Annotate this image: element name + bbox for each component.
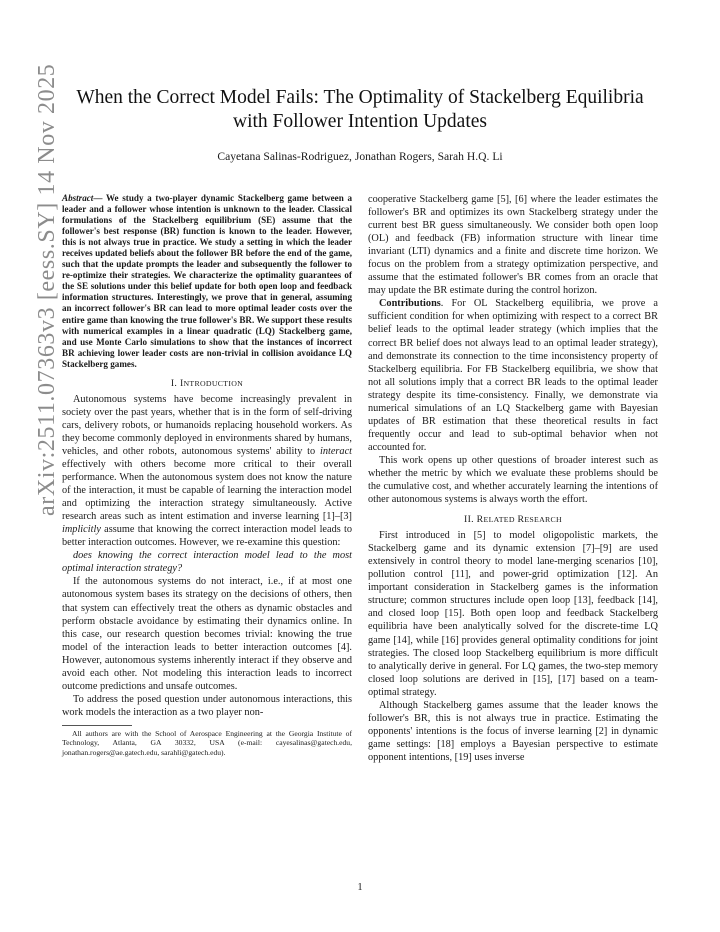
intro-paragraph-2: If the autonomous systems do not interact, i.e., if at most one autonomous system bases its strategy on the decisions of others, then that system can effectively treat the others as dynamic obstacles and perform obstacle avoidance by estimating their dynamics online. In this case, our research question becomes trivial: knowing the true model of the interaction leads to better interaction outcomes [4]. However, autonomous systems inherently interact if they observe and avoid each other. Not modeling this interaction leads to incorrect outcome predictions and unsafe outcomes. <box>62 576 352 692</box>
section-word-rest: NTRODUCTION <box>183 378 244 388</box>
footnote-rule <box>62 725 132 726</box>
intro-p1-emph-interact: interact <box>319 445 352 457</box>
intro-paragraph-3: To address the posed question under autonomous interactions, this work models the interaction as a two player non- <box>62 693 352 718</box>
introduction-body-continued <box>368 193 658 506</box>
section-word-initial: I <box>179 377 184 389</box>
intro-paragraph-3-continued: cooperative Stackelberg game [5], [6] where the leader estimates the follower's BR and optimizes its own Stackelberg strategy under the current best BR guess simultaneously. We consider both open loop (OL) and feedback (FB) information structure with linear time invariant (LTI) dynamics and a finite and discrete time horizon. We focus on the problem from a strategy optimization perspective, and assume that the estimated follower's BR comes from an oracle that may update the BR estimate during the control horizon. <box>368 194 658 297</box>
research-question: does knowing the correct interaction model lead to the most optimal interaction strategy? <box>62 550 352 575</box>
affiliation-footnote: All authors are with the School of Aerospace Engineering at the Georgia Institute of Technology, Atlanta, GA 30332, USA (e-mail: cayesalinas@gatech.edu, jonathan.rogers@ae.gatech.edu, sarahli@gatech.edu). <box>62 728 352 757</box>
section-word-initial: R <box>517 514 525 526</box>
section-heading-introduction <box>62 378 352 389</box>
section-word-initial: R <box>476 514 484 526</box>
related-paragraph-1: First introduced in [5] to model oligopolistic markets, the Stackelberg game and its dynamic extension [7]–[9] are used extensively in control theory to model lane-merging scenarios [10], pollution control [11], and power-grid optimization [12]. An important consideration in Stackelberg games is the information structure; common structures include open loop [13], feedback [14], and closed loop [15]. Both open loop and feedback Stackelberg equilibria have been analytically solved for the discrete-time LQ game [14], while [16] provides general optimality conditions for joint strategies. The closed loop Stackelberg equilibrium is more difficult to analytically derive in general. For LQ games, the two-step memory closed loop solutions are derived in [15], [17] based on a team-optimal strategy. <box>368 530 658 698</box>
abstract <box>62 193 352 370</box>
section-word-rest: ESEARCH <box>524 515 562 525</box>
related-paragraph-2: Although Stackelberg games assume that the leader knows the follower's BR, this is not always true in practice. Estimating the opponents' intentions is the focus of inverse learning [2] in dynamic game settings: [18] employs a Bayesian perspective to estimate opponent intentions, [19] uses inverse <box>368 699 658 763</box>
section-heading-related-research <box>368 514 658 525</box>
intro-p1-text-a: Autonomous systems have become increasingly prevalent in society over the past years, whether that is in the form of self-driving cars, delivery robots, or humanoids replacing household workers. As they become commonly deployed in environments shared by humans, vehicles, and other robots, autonomous systems' ability to <box>62 393 352 457</box>
arxiv-identifier: arXiv:2511.07363v3 [eess.SY] 14 Nov 2025 <box>34 63 60 516</box>
contributions-text: . For OL Stackelberg equilibria, we prove a sufficient condition for when optimizing with respect to a correct BR belief leads to the optimal leader strategy (which implies that the correct BR belief does not always lead to an optimal leader strategy), and demonstrate its connection to the time inconsistency property of Stackelberg equilibria. For FB Stackelberg equilibria, we show that not all solutions imply that a correct BR leads to the optimal leader strategy despite its time-consistency. Finally, we demonstrate via numerical simulations of an LQ Stackelberg game with Bayesian updates of BR estimation that these theoretical results in fact frequently occur and lead to sub-optimal behavior when not accounted for. <box>368 298 658 453</box>
intro-p1-text-c: assume that knowing the correct interaction model leads to better interaction outcomes. However, we re-examine this question: <box>62 524 352 549</box>
page-number: 1 <box>357 882 363 893</box>
contributions-label: Contributions <box>379 298 441 310</box>
intro-p1-text-b: effectively with others become more critical to their overall performance. When the autonomous system does not know the nature of the interaction, it must be capable of learning the interaction model and optimizing the interaction strategy simultaneously. Active research areas such as intent estimation and inverse learning [1]–[3] <box>62 458 352 523</box>
intro-p1-emph-implicitly: implicitly <box>62 524 101 536</box>
section-word-rest: ELATED <box>483 515 515 525</box>
abstract-text: — We study a two-player dynamic Stackelberg game between a leader and a follower whose intention is unknown to the leader. Classical formulations of the Stackelberg equilibrium (SE) assume that the follower's best response (BR) function is known to the leader. However, this is not always true in practice. We study a setting in which the leader receives updated beliefs about the follower BR before the end of the game, such that the update prompts the leader and subsequently the follower to re-optimize their strategies. We characterize the optimality guarantees of the SE solutions under this belief update for both open loop and feedback information structures. Interestingly, we prove that in general, assuming an incorrect follower's BR can lead to more optimal leader costs over the entire game than knowing the true follower's BR. We support these results with numerical examples in a linear quadratic (LQ) Stackelberg game, and use Monte Carlo simulations to show that the instances of incorrect BR achieving lower leader costs are non-trivial in collision avoidance LQ Stackelberg games. <box>62 193 352 369</box>
right-column <box>368 193 658 764</box>
contributions-paragraph <box>368 297 658 454</box>
section-number: II. <box>464 514 477 526</box>
left-column <box>62 193 352 757</box>
abstract-label: Abstract <box>62 193 94 203</box>
paper-title: When the Correct Model Fails: The Optimality of Stackelberg Equilibria with Follower Intention Updates <box>76 87 644 132</box>
author-list: Cayetana Salinas-Rodriguez, Jonathan Rogers, Sarah H.Q. Li <box>217 150 503 163</box>
intro-paragraph-1 <box>62 393 352 550</box>
related-research-body <box>368 529 658 764</box>
introduction-body <box>62 393 352 719</box>
section-number: I. <box>170 377 180 389</box>
intro-paragraph-open-questions: This work opens up other questions of broader interest such as whether the metric by which we evaluate these problems should be the cumulative cost, and whether accurately learning the intentions of other autonomous systems is always worth the effort. <box>368 454 658 506</box>
